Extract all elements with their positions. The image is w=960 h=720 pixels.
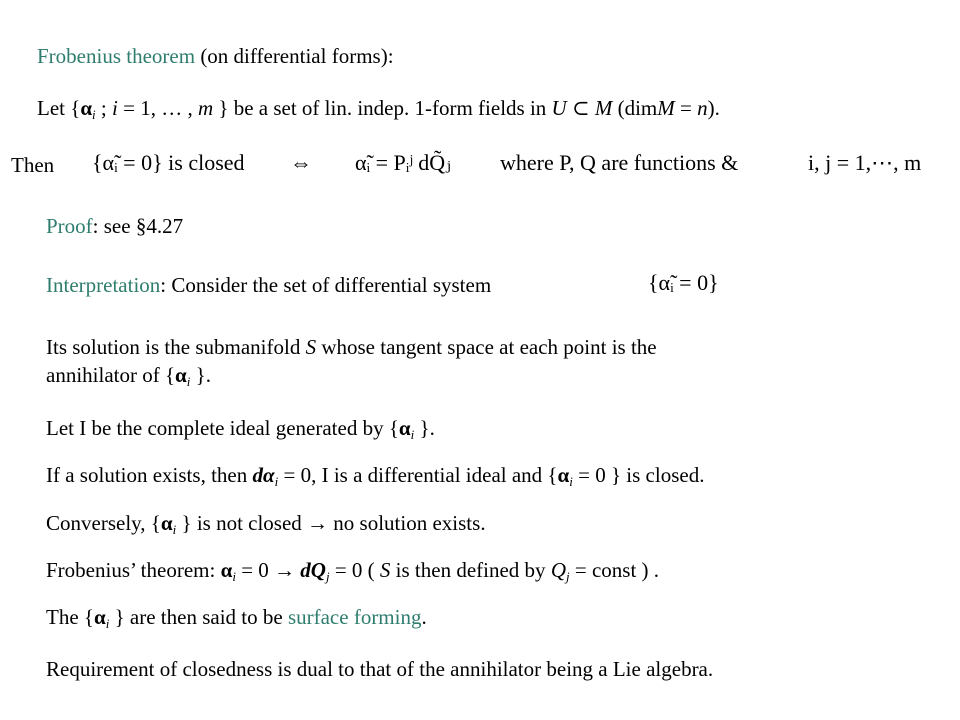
Q-subscript: j xyxy=(325,569,330,584)
body-l6e: = const ) . xyxy=(569,558,660,582)
alpha-subscript: i xyxy=(186,374,191,389)
alpha-symbol: α xyxy=(93,605,106,629)
body-l4b: = 0, I is a differential ideal and { xyxy=(278,463,558,487)
alpha-symbol: α xyxy=(80,96,93,120)
alpha-subscript: i xyxy=(410,427,415,442)
d-alpha-symbol: dα xyxy=(252,463,275,487)
symbol-M: M xyxy=(594,96,613,120)
symbol-U: U xyxy=(551,96,567,120)
body-l4a: If a solution exists, then xyxy=(46,463,253,487)
alpha-subscript: i xyxy=(274,474,279,489)
theorem-title-label: Frobenius theorem xyxy=(37,44,196,68)
alpha-subscript: i xyxy=(105,616,110,631)
let-eq2: = xyxy=(674,96,698,120)
body-dot: . xyxy=(421,605,427,629)
alpha-symbol: α xyxy=(557,463,570,487)
interpretation-label: Interpretation xyxy=(46,273,161,297)
Q-subscript: j xyxy=(565,569,570,584)
body-close: }. xyxy=(190,363,211,387)
body-l1b: whose tangent space at each point is the xyxy=(316,335,657,359)
symbol-Q: Q xyxy=(550,558,566,582)
body-line-8: Requirement of closedness is dual to that of the annihilator being a Lie algebra. xyxy=(46,657,714,681)
body-l4c: = 0 } is closed. xyxy=(572,463,705,487)
theorem-title xyxy=(37,43,394,69)
body-line-1 xyxy=(46,334,657,360)
body-l7a: The { xyxy=(46,605,94,629)
interpretation-line xyxy=(46,272,491,298)
dQ-symbol: dQ xyxy=(300,558,326,582)
body-close: }. xyxy=(414,416,435,440)
body-l2: annihilator of { xyxy=(46,363,176,387)
let-statement xyxy=(37,95,720,121)
body-line-7 xyxy=(46,604,427,630)
then-range: i, j = 1,⋯, m xyxy=(808,150,922,175)
symbol-S: S xyxy=(305,335,317,359)
body-l6d: is then defined by xyxy=(390,558,551,582)
then-closed-formula: {α̃ᵢ = 0} is closed xyxy=(92,150,245,175)
proof-text: : see §4.27 xyxy=(92,214,184,238)
let-dim: (dim xyxy=(612,96,658,120)
then-where-text: where P, Q are functions & xyxy=(500,150,739,175)
let-end: ). xyxy=(707,96,720,120)
subset-symbol: ⊂ xyxy=(566,96,595,120)
alpha-subscript: i xyxy=(232,569,236,584)
symbol-n: n xyxy=(697,96,708,120)
alpha-symbol: α xyxy=(175,363,187,387)
body-line-2 xyxy=(46,362,211,388)
then-label: Then xyxy=(11,153,55,177)
index-i: i xyxy=(112,96,118,120)
alpha-symbol: α xyxy=(160,511,173,535)
alpha-subscript: i xyxy=(92,107,96,122)
alpha-symbol: α xyxy=(220,558,233,582)
let-pre: Let { xyxy=(37,96,81,120)
proof-line xyxy=(46,213,183,239)
interpretation-text: : Consider the set of differential system xyxy=(160,273,492,297)
body-line-3 xyxy=(46,415,435,441)
interpretation-math: {α̃ᵢ = 0} xyxy=(648,270,719,295)
proof-label: Proof xyxy=(46,214,93,238)
body-line-5 xyxy=(46,510,486,536)
body-l5b: } is not closed → no solution exists. xyxy=(176,511,486,535)
surface-forming-term: surface forming xyxy=(287,605,422,629)
theorem-title-rest: (on differential forms): xyxy=(195,44,394,68)
let-mid: ; xyxy=(95,96,113,120)
body-l5a: Conversely, { xyxy=(46,511,161,535)
symbol-S: S xyxy=(379,558,391,582)
iff-symbol: ⇔ xyxy=(290,150,312,175)
index-m: m xyxy=(197,96,214,120)
alpha-symbol: α xyxy=(398,416,411,440)
symbol-M-dim: M xyxy=(657,96,675,120)
body-l7b: } are then said to be xyxy=(109,605,288,629)
let-rest: } be a set of lin. indep. 1-form fields in xyxy=(213,96,552,120)
alpha-subscript: i xyxy=(172,522,177,537)
alpha-subscript: i xyxy=(569,474,573,489)
body-line-4 xyxy=(46,462,704,488)
body-l6b: = 0 → xyxy=(235,558,301,582)
body-l1: Its solution is the submanifold xyxy=(46,335,306,359)
body-l6a: Frobenius’ theorem: xyxy=(46,558,221,582)
body-l6c: = 0 ( xyxy=(329,558,380,582)
then-form-formula: α̃ᵢ = Pᵢʲ dQ̃ⱼ xyxy=(355,150,451,175)
let-eq1: = 1, … , xyxy=(117,96,198,120)
body-line-6 xyxy=(46,557,659,583)
body-l3a: Let I be the complete ideal generated by { xyxy=(46,416,399,440)
